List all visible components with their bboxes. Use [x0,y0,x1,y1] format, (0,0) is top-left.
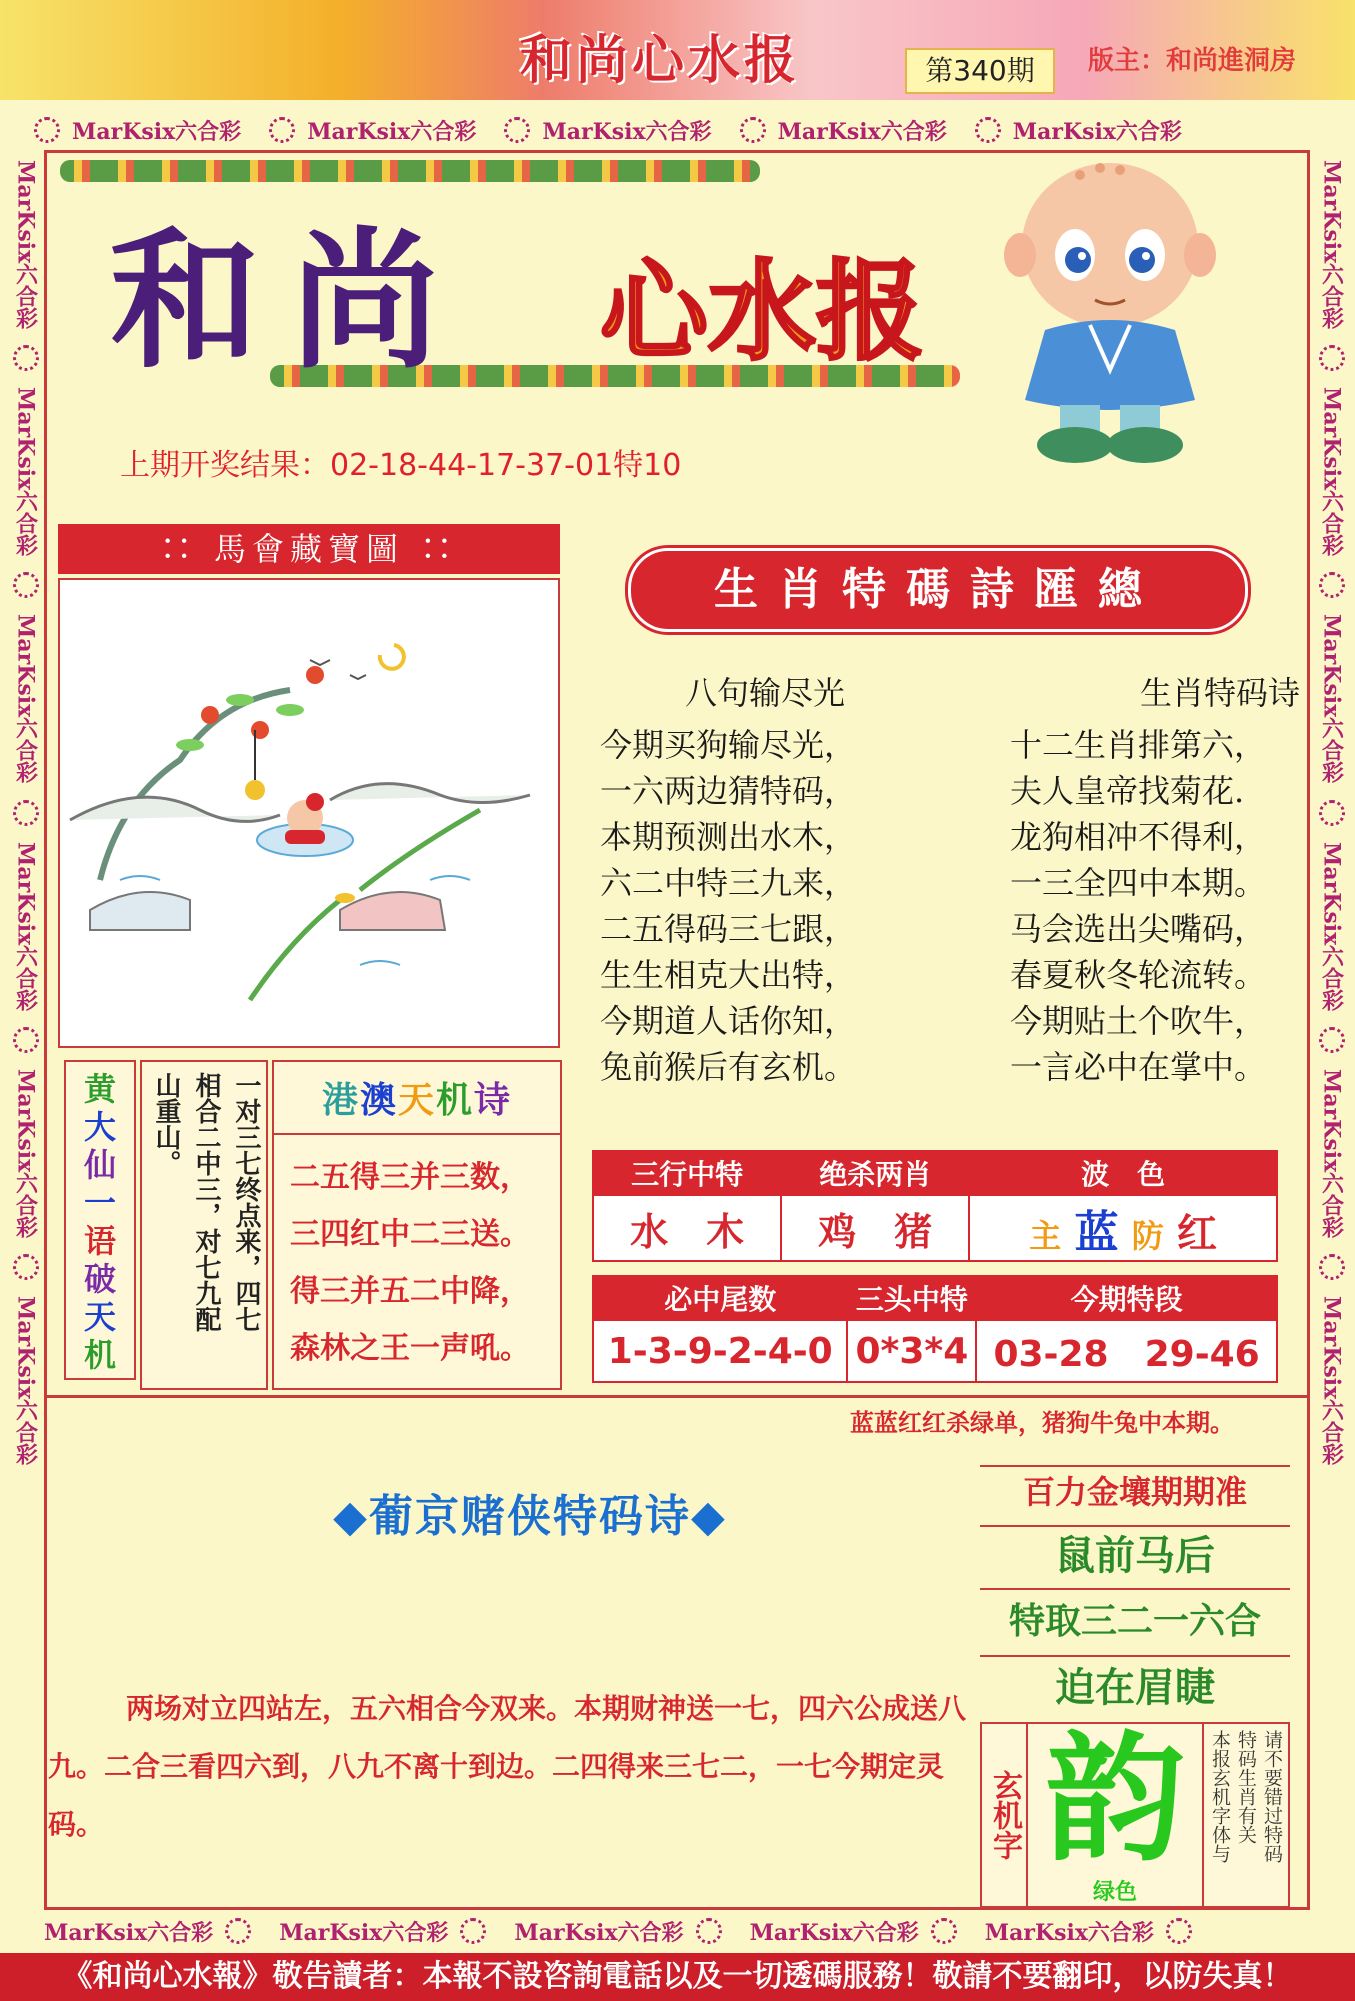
watermark-text: MarKsix六合彩 [749,1919,919,1946]
gangao-title-char: 机 [436,1080,475,1121]
watermark-text: MarKsix六合彩 [984,1919,1154,1946]
watermark-text: MarKsix六合彩 [1318,387,1345,557]
right-line-2: 鼠前马后 [980,1525,1290,1585]
watermark-text: MarKsix六合彩 [12,387,39,557]
wave-guard: 防 [1131,1217,1164,1255]
table-cell: 鸡 猪 [781,1195,969,1261]
mystery-character-panel [980,1717,1290,1908]
poem-line: 春夏秋冬轮流转。 [1010,956,1267,994]
table-cell: 水 木 [593,1195,781,1261]
poem-line: 龙狗相冲不得利， [1010,818,1267,856]
watermark-text: MarKsix六合彩 [279,1919,449,1946]
poem-line: 十二生肖排第六， [1010,726,1267,764]
table-cell: 1-3-9-2-4-0 [593,1320,847,1382]
editor-credit: 版主：和尚進洞房 [1088,46,1297,76]
mystery-note: 请不要错过特码 [1261,1730,1283,1863]
gangao-title [274,1072,560,1123]
poem-left-title: 八句输尽光 [684,674,845,712]
poem-line: 一六两边猜特码， [600,772,857,810]
poem-line: 夫人皇帝找菊花. [1010,772,1245,810]
poem-line: 生生相克大出特， [600,956,857,994]
flower-icon [696,1918,722,1944]
vertical-verse-col: 山重山。 [151,1072,181,1176]
watermark-text: MarKsix六合彩 [12,160,39,330]
flower-icon [225,1918,251,1944]
watermark-text: MarKsix六合彩 [542,118,712,145]
poem-line: 六二中特三九来， [600,864,857,902]
gangao-poem [274,1135,560,1391]
flower-icon [13,1254,39,1280]
poem-line: 今期买狗输尽光， [600,726,857,764]
huang-char: 一 [83,1184,116,1222]
flower-icon [460,1918,486,1944]
mystery-label: 玄机字 [987,1770,1022,1860]
flower-icon [13,1027,39,1053]
flower-icon [740,117,766,143]
watermark-text: MarKsix六合彩 [12,1295,39,1466]
verse-summary-header [628,548,1248,632]
flower-icon [1319,572,1345,598]
watermark-top [20,110,1340,150]
flower-icon [1166,1918,1192,1944]
watermark-bottom [30,1912,1340,1950]
flower-icon [269,117,295,143]
flower-icon [13,800,39,826]
huang-char: 仙 [83,1146,116,1184]
huangdaxian-panel [64,1060,136,1380]
wave-blue: 蓝 [1074,1207,1119,1258]
vertical-verse-col: 相合二中三，对七九配 [191,1072,221,1332]
last-draw-result: 上期开奖结果：02-18-44-17-37-01特10 [120,448,682,483]
huang-char: 破 [83,1260,116,1298]
gangao-line: 三四红中二三送。 [290,1217,530,1252]
pujing-verse-title: ◆葡京赌侠特码诗◆ [333,1491,727,1542]
huang-char: 机 [83,1336,116,1374]
monk-mascot-illustration [1000,150,1220,480]
table-header: 波 色 [969,1151,1277,1195]
gangao-line: 二五得三并三数， [290,1160,530,1195]
issue-number: 第340期 [905,48,1055,94]
flower-vine-top [60,160,760,182]
huang-char: 大 [83,1108,116,1146]
watermark-text: MarKsix六合彩 [12,614,39,784]
watermark-text: MarKsix六合彩 [514,1919,684,1946]
flower-icon [34,117,60,143]
poem-right-title: 生肖特码诗 [1139,674,1300,712]
flower-icon [1319,1254,1345,1280]
gangao-title-char: 澳 [359,1080,398,1121]
footer-notice: 《和尚心水報》敬告讀者：本報不設咨詢電話以及一切透碼服務！敬請不要翻印，以防失真！ [0,1953,1355,2001]
watermark-text: MarKsix六合彩 [777,118,947,145]
poem-line: 二五得码三七跟， [600,910,857,948]
masthead-name: 和尚心水报 [520,30,801,91]
flower-icon [504,117,530,143]
flower-icon [1319,1027,1345,1053]
table-header: 绝杀两肖 [781,1151,969,1195]
huang-char: 天 [83,1298,116,1336]
table-prediction-1 [592,1150,1278,1262]
banner-note: 蓝蓝红红杀绿单，猪狗牛兔中本期。 [850,1409,1234,1437]
pujing-verse-body: 两场对立四站左，五六相合今双来。本期财神送一七，四六公成送八九。二合三看四六到，八九不离十到边。二四得来三七二，一七今期定灵码。 [48,1692,967,1841]
gangao-title-char: 诗 [474,1080,513,1121]
flower-icon [13,572,39,598]
mystery-character: 韵 [1044,1717,1185,1882]
watermark-text: MarKsix六合彩 [307,118,477,145]
poem-line: 一言必中在掌中。 [1010,1048,1267,1086]
watermark-text: MarKsix六合彩 [1318,1295,1345,1466]
watermark-text: MarKsix六合彩 [1318,841,1345,1011]
poem-left [600,670,930,1110]
watermark-text: MarKsix六合彩 [12,841,39,1011]
watermark-text: MarKsix六合彩 [12,1068,39,1238]
watermark-text: MarKsix六合彩 [1318,1068,1345,1238]
poem-right [1010,670,1300,1110]
section-divider [44,1395,1310,1398]
table-header: 三行中特 [593,1151,781,1195]
vertical-verse-col: 一对三七终点来，四七 [231,1072,261,1332]
huang-char: 黄 [83,1070,116,1108]
huang-char: 语 [83,1222,116,1260]
treasure-map-illustration [58,578,560,1048]
gangao-line: 得三并五二中降， [290,1274,530,1309]
flower-icon [975,117,1001,143]
flower-icon [1319,345,1345,371]
mystery-note: 本报玄机字体与 [1209,1730,1231,1863]
poem-line: 马会选出尖嘴码， [1010,910,1267,948]
gangao-title-char: 港 [321,1080,360,1121]
right-line-1: 百力金壤期期准 [980,1465,1290,1517]
watermark-right [1314,150,1350,1910]
table-cell: 03-28 29-46 [976,1320,1277,1382]
wave-red: 红 [1177,1211,1217,1257]
verse-summary-title: 生肖特碼詩匯總 [714,564,1162,615]
gangao-tianji-panel [272,1060,562,1390]
poem-line: 今期道人话你知， [600,1002,857,1040]
table-header: 必中尾数 [593,1276,847,1320]
poem-line: 今期贴土个吹牛， [1010,1002,1267,1040]
watermark-text: MarKsix六合彩 [1318,614,1345,784]
table-header: 三头中特 [847,1276,976,1320]
table-cell: 0*3*4 [847,1320,976,1382]
title-heshang: 和尚 [110,213,471,389]
flower-icon [931,1918,957,1944]
poem-line: 本期预测出水木， [600,818,857,856]
wave-main: 主 [1029,1217,1062,1255]
poem-line: 一三全四中本期。 [1010,864,1267,902]
poem-line: 兔前猴后有玄机。 [600,1048,857,1086]
wave-color-cell [969,1195,1277,1261]
watermark-left [8,150,44,1910]
watermark-text: MarKsix六合彩 [44,1919,214,1946]
mystery-color: 绿色 [1092,1879,1137,1905]
mystery-note: 特码生肖有关 [1235,1730,1257,1844]
right-line-4: 迫在眉睫 [980,1655,1290,1719]
flower-icon [13,345,39,371]
gangao-line: 森林之王一声吼。 [290,1331,530,1366]
table-header: 今期特段 [976,1276,1277,1320]
vertical-verse-panel [140,1060,268,1390]
title-xinshuibao: 心水报 [600,250,925,375]
gangao-title-char: 天 [397,1080,436,1121]
watermark-text: MarKsix六合彩 [72,118,242,145]
flower-icon [1319,800,1345,826]
right-line-3: 特取三二一六合 [980,1588,1290,1652]
table-prediction-2 [592,1275,1278,1383]
treasure-map-title: ∷ 馬會藏寶圖 ∷ [58,524,560,574]
watermark-text: MarKsix六合彩 [1318,160,1345,330]
watermark-text: MarKsix六合彩 [1012,118,1182,145]
